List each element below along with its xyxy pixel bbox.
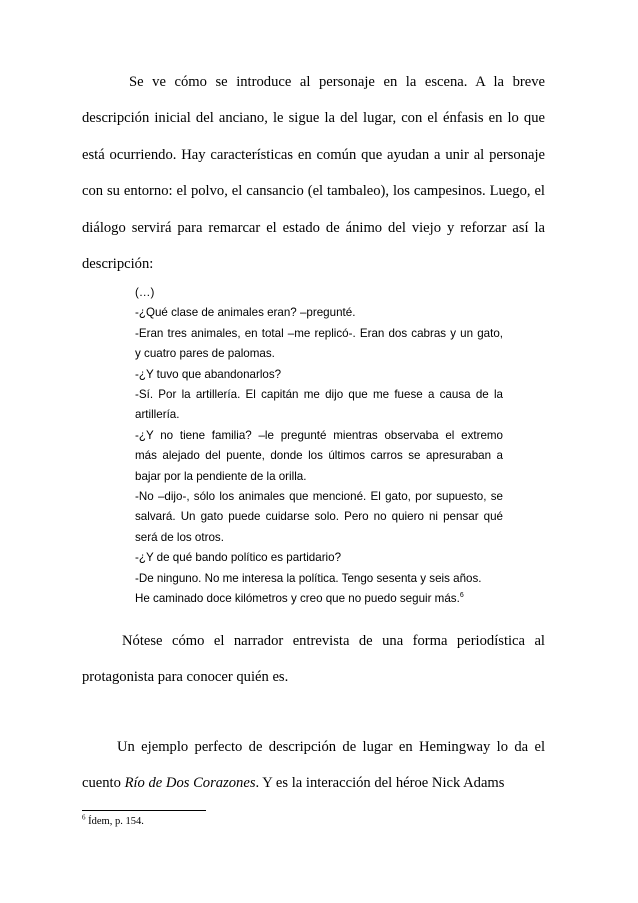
footnote-text: Ídem, p. 154. — [85, 816, 144, 827]
story-title: Río de Dos Corazones — [124, 775, 256, 792]
commentary-paragraph: Nótese cómo el narrador entrevista de una forma periodística al protagonista para conocer quién es. — [82, 633, 545, 686]
quote-line: artillería. — [135, 408, 180, 422]
quote-line: -¿Y no tiene familia? –le pregunté mientras observaba el extremo — [135, 428, 503, 442]
quote-line: -Eran tres animales, en total –me replicó-. Eran dos cabras y un gato, — [135, 326, 503, 340]
quote-line: -No –dijo-, sólo los animales que mencioné. El gato, por supuesto, se — [135, 490, 503, 504]
quote-line: y cuatro pares de palomas. — [135, 347, 275, 361]
quote-line: más alejado del puente, donde los últimos carros se apresuraban a — [135, 449, 503, 463]
example-paragraph — [82, 729, 545, 802]
quote-line: será de los otros. — [135, 530, 224, 544]
footnote — [82, 815, 144, 829]
quote-line: bajar por la pendiente de la orilla. — [135, 469, 307, 483]
quote-line: -Sí. Por la artillería. El capitán me dijo que me fuese a causa de la — [135, 388, 503, 402]
footnote-reference: 6 — [459, 592, 464, 600]
footnote-number: 6 — [82, 813, 86, 822]
dialogue-quote — [135, 283, 503, 610]
example-text-end: . Y es la interacción del héroe Nick Adams — [255, 775, 505, 792]
intro-paragraph: Se ve cómo se introduce al personaje en la escena. A la breve descripción inicial del anciano, le sigue la del lugar, con el énfasis en lo que está ocurriendo. Hay características en común que ayudan a unir al personaje con su entorno: el polvo, el cansancio (el tambaleo), los campesinos. Luego, el diálogo servirá para remarcar el estado de ánimo del viejo y reforzar así la descripción: — [82, 74, 545, 273]
quote-line: (…) — [135, 286, 155, 299]
quote-line: -¿Y de qué bando político es partidario? — [135, 551, 342, 565]
quote-line-last — [135, 589, 503, 609]
footnote-separator — [82, 810, 206, 811]
example-text-start: Un ejemplo perfecto de descripción de lugar en Hemingway lo da el cuento — [82, 739, 545, 792]
quote-line: -¿Qué clase de animales eran? –pregunté. — [135, 306, 356, 320]
quote-line: -De ninguno. No me interesa la política. Tengo sesenta y seis años. — [135, 571, 482, 585]
quote-line-text: He caminado doce kilómetros y creo que no puedo seguir más. — [135, 592, 460, 606]
quote-line: -¿Y tuvo que abandonarlos? — [135, 367, 282, 381]
quote-line: salvará. Un gato puede cuidarse solo. Pero no quiero ni pensar qué — [135, 510, 503, 524]
